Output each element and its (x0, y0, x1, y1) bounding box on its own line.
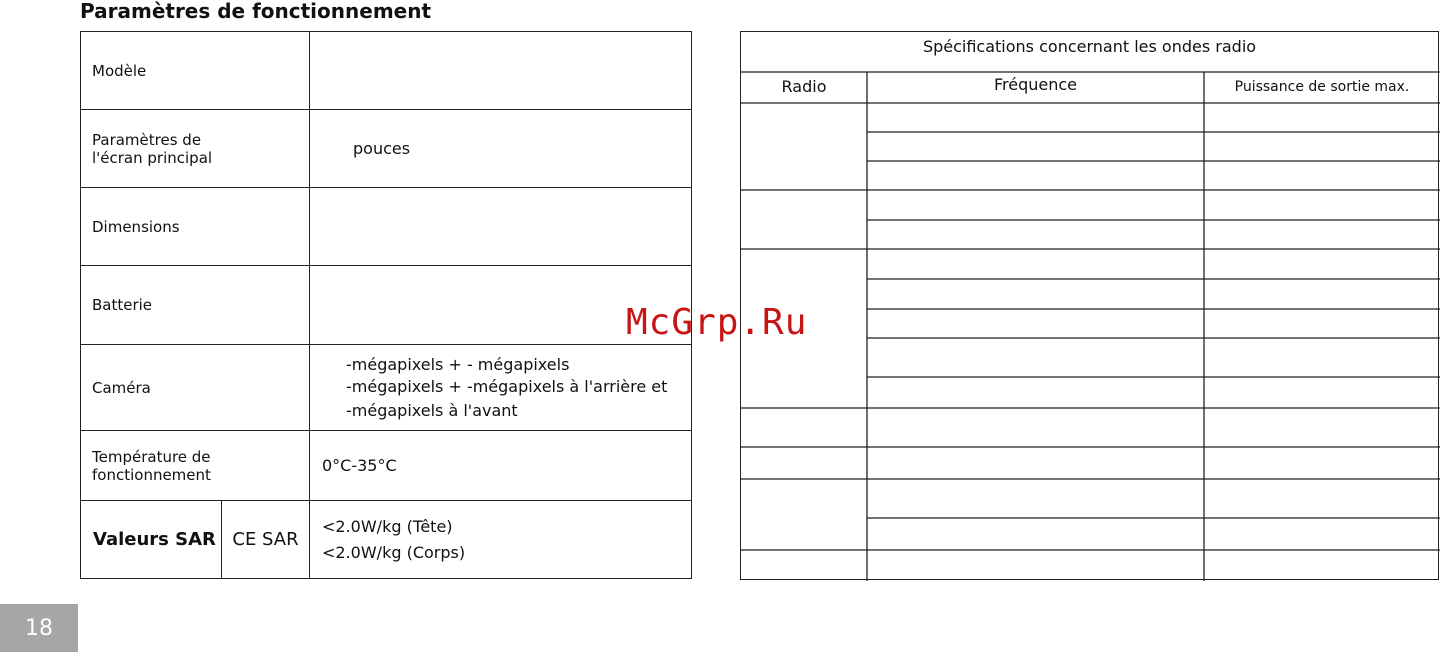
column-header-power: Puissance de sortie max. (1234, 79, 1410, 95)
camera-line: -mégapixels + - mégapixels (346, 354, 570, 374)
table-row (81, 266, 691, 345)
radio-table-grid (741, 32, 1440, 581)
screen-value: pouces (353, 138, 411, 158)
page-number: 18 (0, 604, 78, 652)
watermark: McGrp.Ru (626, 302, 808, 343)
sar-values (310, 501, 691, 578)
column-header-radio: Radio (781, 77, 827, 96)
table-row (81, 188, 691, 266)
dimensions-label: Dimensions (81, 188, 310, 265)
sar-label: Valeurs SAR (81, 501, 222, 578)
temperature-value: 0°C-35°C (322, 455, 397, 475)
radio-specifications-table (740, 31, 1439, 580)
sar-body-value: <2.0W/kg (Corps) (322, 542, 466, 562)
ce-sar-label: CE SAR (222, 501, 310, 578)
table-row (81, 501, 691, 578)
camera-value (310, 345, 691, 430)
camera-line: -mégapixels + -mégapixels à l'arrière et (346, 376, 668, 396)
camera-line: -mégapixels à l'avant (346, 400, 518, 420)
radio-table-title: Spécifications concernant les ondes radio (922, 37, 1257, 56)
operating-parameters-table (80, 31, 692, 579)
table-row (81, 32, 691, 110)
model-label: Modèle (81, 32, 310, 109)
page-title: Paramètres de fonctionnement (80, 0, 432, 23)
table-row (81, 345, 691, 431)
model-value (310, 32, 691, 109)
camera-lines (346, 354, 667, 422)
temperature-label: Température de fonctionnement (81, 431, 310, 500)
battery-label: Batterie (81, 266, 310, 344)
table-row (81, 110, 691, 188)
dimensions-value (310, 188, 691, 265)
screen-label: Paramètres de l'écran principal (81, 110, 310, 187)
table-row (81, 431, 691, 501)
sar-head-value: <2.0W/kg (Tête) (322, 516, 453, 536)
camera-label: Caméra (81, 345, 310, 430)
column-header-frequency: Fréquence (993, 75, 1078, 94)
